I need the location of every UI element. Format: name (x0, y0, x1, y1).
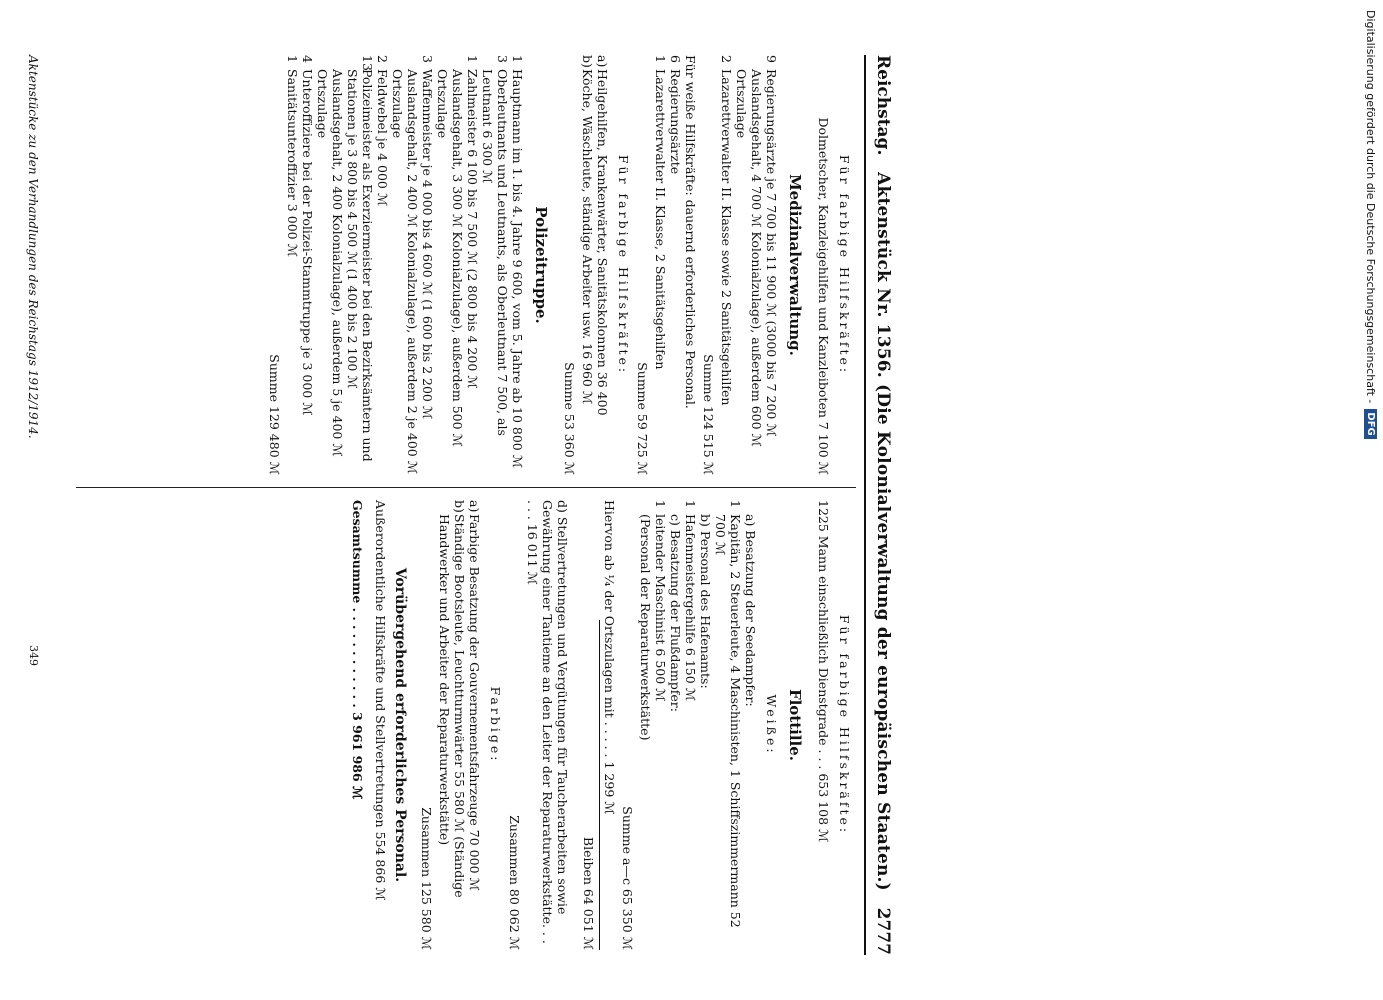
header-left: Reichstag. (873, 55, 893, 156)
list-item: 6 Regierungsärzte (668, 55, 683, 175)
list-item: b) Ständige Bootsleute, Leuchtturmwärter 55 580 ℳ (Ständige Handwerker und Arbeiter der Reparaturwerkstätte) (437, 500, 467, 898)
page-header (864, 55, 900, 955)
right-line-3: d) Stellvertretungen und Vergütungen für Taucherarbeiten sowie Gewährung einer Tantieme an den Leiter der Reparaturwerkstätte. . . . . . 16 011 ℳ (525, 500, 570, 944)
grand-total: Gesamtsumme . . . . . . . . . . . . 3 961 986 ℳ (350, 500, 365, 800)
left-subheading-3: Für farbige Hilfskräfte: (616, 154, 631, 376)
sum: Summe 59 725 ℳ (635, 362, 650, 475)
header-page-number: 2777 (873, 907, 893, 955)
right-column (350, 500, 856, 950)
sum: Summe a—c 65 350 ℳ (620, 806, 635, 950)
section-flottille: Flottille. (786, 688, 804, 762)
header-title: Aktenstück Nr. 1356. (Die Kolonialverwaltung der europäischen Staaten.) (873, 172, 893, 891)
left-subheading-2: Für weiße Hilfskräfte: dauernd erforderliches Personal. (683, 55, 698, 409)
list-item: b) Köche, Wäschleute, ständige Arbeiter usw. 16 960 ℳ (580, 55, 595, 405)
sum: Summe 129 480 ℳ (267, 354, 282, 475)
rotated-area (26, 55, 960, 955)
list-item: a) Besatzung der Seedampfer: (743, 514, 758, 707)
sum: Summe 53 360 ℳ (562, 362, 577, 475)
list-item: 1 leitender Maschinist 6 500 ℳ (653, 500, 668, 702)
list-item: 1 Zahlmeister 6 100 bis 7 500 ℳ (2 800 bis 4 200 ℳ Auslandsgehalt, 3 300 ℳ Kolonialzulage), außerdem 500 ℳ Ortszulage (435, 55, 480, 447)
sum: Bleiben 64 051 ℳ (581, 836, 596, 950)
section-medizinalverwaltung: Medizinalverwaltung. (786, 174, 804, 356)
list-item: 9 Regierungsärzte je 7 700 bis 11 900 ℳ (3000 bis 7 200 ℳ Auslandsgehalt, 4 700 ℳ Kolonialzulage), außerdem 600 ℳ Ortszulage (734, 55, 779, 447)
list-item: 3 Waffenmeister je 4 000 bis 4 600 ℳ (1 600 bis 2 200 ℳ Auslandsgehalt, 2 400 ℳ Kolonialzulage), außerdem 2 je 400 ℳ Ortszulage (390, 55, 435, 475)
list-item: 4 Unteroffiziere bei der Polizei-Stammtruppe je 3 000 ℳ (300, 55, 315, 416)
section-voruebergehend: Vorübergehend erforderliches Personal. (392, 567, 408, 883)
list-item: 3 Oberleutnants und Leutnants, als Oberleutnant 7 500, als Leutnant 6 300 ℳ (480, 55, 510, 436)
list-item: 13 Polizeimeister als Exerziermeister bei den Bezirksämtern und Stationen je 3 800 bis 4 500 ℳ (1 400 bis 2 100 ℳ Auslandsgehalt, 2 400 Kolonialzulage), außerdem 5 je 400 ℳ Ortszulage (315, 55, 375, 462)
sum: Summe 124 515 ℳ (701, 354, 716, 475)
list-item: 1 Hafenmeistergehilfe 6 150 ℳ (683, 500, 698, 702)
list-item: a) Farbige Besatzung der Gouvernementsfahrzeuge 70 000 ℳ (467, 500, 482, 891)
dfg-logo: DFG (1365, 409, 1378, 438)
column-divider (76, 487, 856, 488)
list-item: b) Personal des Hafenamts: (698, 514, 713, 689)
list-item: 2 Feldwebel je 4 000 ℳ (375, 55, 390, 207)
list-item: (Personal der Reparaturwerkstätte) (638, 514, 653, 741)
list-item: 1 Sanitätsunteroffizier 3 000 ℳ (285, 55, 300, 257)
section-polizeitruppe: Polizeitruppe. (532, 206, 550, 324)
right-subheading-3: Farbige: (488, 686, 503, 764)
right-line-4: Außerordentliche Hilfskräfte und Stellvertretungen 554 866 ℳ (373, 500, 388, 901)
right-subheading-2: Weiße: (764, 694, 779, 756)
sum: Zusammen 125 580 ℳ (419, 807, 434, 950)
page-mark: 349 (27, 645, 40, 666)
left-subheading-1: Für farbige Hilfskräfte: (837, 154, 852, 376)
list-item: 1 Hauptmann im 1. bis 4. Jahre 9 600, vom 5. Jahre ab 10 800 ℳ (510, 55, 525, 469)
list-item: 1 Lazarettverwalter II. Klasse, 2 Sanitätsgehilfen (653, 55, 668, 370)
document (26, 55, 900, 955)
right-line-1: 1225 Mann einschließlich Dienstgrade . . . 653 108 ℳ (816, 500, 831, 843)
sum-rule (599, 620, 600, 950)
list-item: 2 Lazarettverwalter II. Klasse sowie 2 Sanitätsgehilfen (719, 55, 734, 406)
digitization-note (1360, 10, 1382, 1000)
sum: Zusammen 80 062 ℳ (507, 815, 522, 950)
right-subheading-1: Für farbige Hilfskräfte: (837, 614, 852, 836)
list-item: 1 Kapitän, 2 Steuerleute, 4 Maschinisten, 1 Schiffszimmermann 52 700 ℳ (713, 500, 743, 928)
page-footer: Aktenstücke zu den Verhandlungen des Reichstags 1912/1914. (26, 55, 40, 439)
right-line-2: Hiervon ab ¼ der Ortszulagen mit . . . . . 1 299 ℳ (602, 500, 617, 815)
left-line-1: Dolmetscher, Kanzleigehilfen und Kanzleiboten 7 100 ℳ (816, 117, 831, 475)
list-item: a) Heilgehilfen, Krankenwärter, Sanitätskolonnen 36 400 (595, 55, 610, 416)
list-item: c) Besatzung der Flußdampfer: (668, 514, 683, 712)
left-column (264, 55, 856, 475)
side-note-text: Digitalisierung gefördert durch die Deutsche Forschungsgemeinschaft - (1364, 10, 1378, 404)
